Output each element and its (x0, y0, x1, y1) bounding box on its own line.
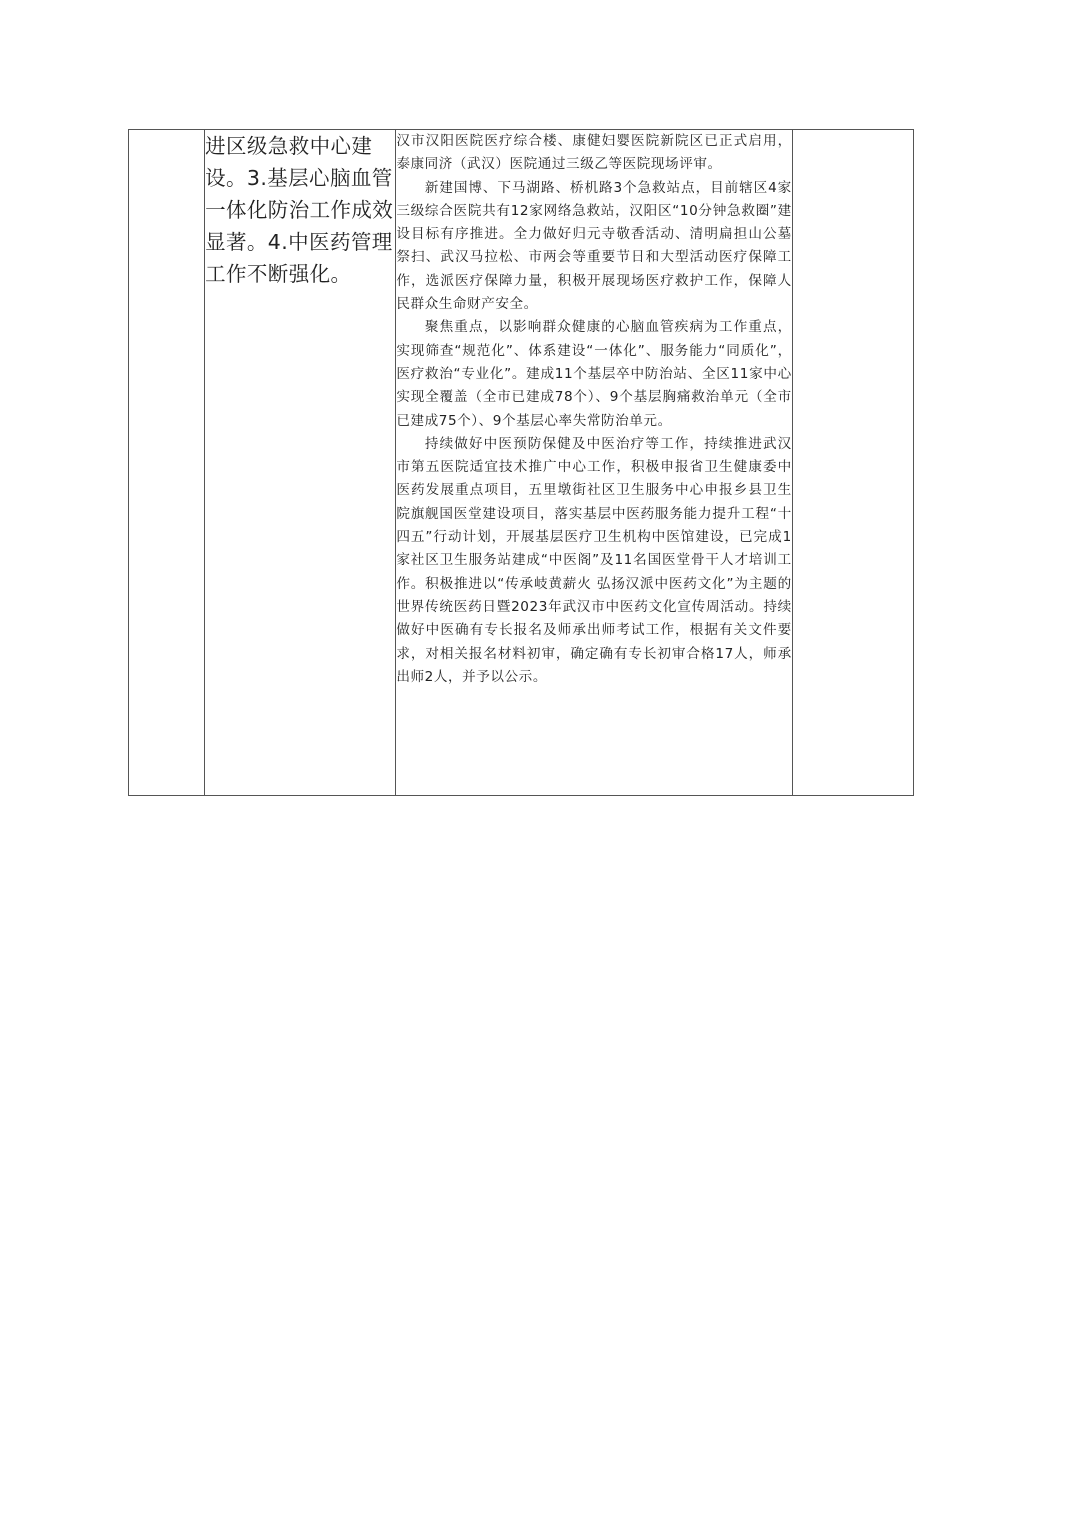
detail-cell (396, 130, 793, 796)
detail-paragraph-tcm: 持续做好中医预防保健及中医治疗等工作，持续推进武汉市第五医院适宜技术推广中心工作，积极申报省卫生健康委中医药发展重点项目，五里墩街社区卫生服务中心申报乡县卫生院旗舰国医堂建设项目，落实基层中医药服务能力提升工程“十四五”行动计划，开展基层医疗卫生机构中医馆建设，已完成1家社区卫生服务站建成“中医阁”及11名国医堂骨干人才培训工作。积极推进以“传承岐黄薪火 弘扬汉派中医药文化”为主题的世界传统医药日暨2023年武汉市中医药文化宣传周活动。持续做好中医确有专长报名及师承出师考试工作，根据有关文件要求，对相关报名材料初审，确定确有专长初审合格17人，师承出师2人，并予以公示。 (396, 435, 792, 685)
summary-text: 进区级急救中心建设。3.基层心脑血管一体化防治工作成效显著。4.中医药管理工作不断强化。 (205, 134, 394, 286)
table-row (129, 130, 914, 796)
remarks-cell (792, 130, 913, 796)
summary-cell (205, 130, 396, 796)
work-report-table (128, 129, 914, 796)
detail-paragraph-cardiovascular: 聚焦重点，以影响群众健康的心脑血管疾病为工作重点，实现筛查“规范化”、体系建设“一体化”、服务能力“同质化”，医疗救治“专业化”。建成11个基层卒中防治站、全区11家中心实现全覆盖（全市已建成78个）、9个基层胸痛救治单元（全市已建成75个）、9个基层心率失常防治单元。 (396, 319, 792, 429)
index-cell (129, 130, 205, 796)
detail-paragraph-hospitals: 汉市汉阳医院医疗综合楼、康健妇婴医院新院区已正式启用，泰康同济（武汉）医院通过三级乙等医院现场评审。 (396, 133, 792, 173)
detail-paragraph-emergency: 新建国博、下马湖路、桥机路3个急救站点，目前辖区4家三级综合医院共有12家网络急救站，汉阳区“10分钟急救圈”建设目标有序推进。全力做好归元寺敬香活动、清明扁担山公墓祭扫、武汉马拉松、市两会等重要节日和大型活动医疗保障工作，选派医疗保障力量，积极开展现场医疗救护工作，保障人民群众生命财产安全。 (396, 179, 792, 313)
